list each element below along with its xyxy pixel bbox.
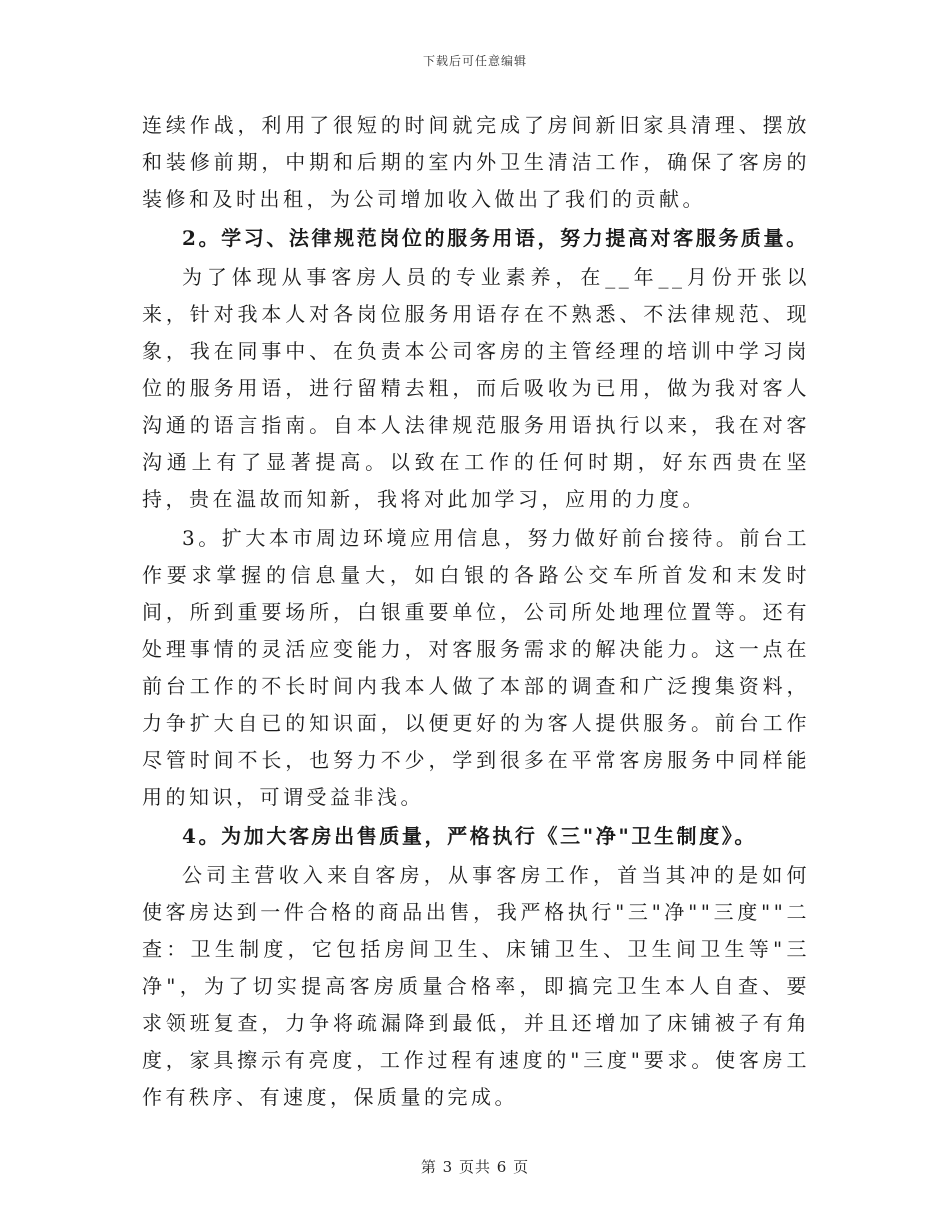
- document-body: [142, 105, 810, 1116]
- page-number-footer: 第 3 页共 6 页: [420, 1158, 530, 1176]
- section-heading-2: 2。学习、法律规范岗位的服务用语，努力提高对客服务质量。: [182, 226, 809, 250]
- paragraph-front-desk: 3。扩大本市周边环境应用信息，努力做好前台接待。前台工作要求掌握的信息量大，如白银的各路公交车所首发和末发时间，所到重要场所，白银重要单位，公司所处地理位置等。还有处理事情的灵活应变能力，对客服务需求的解决能力。这一点在前台工作的不长时间内我本人做了本部的调查和广泛搜集资料，力争扩大自已的知识面，以便更好的为客人提供服务。前台工作尽管时间不长，也努力不少，学到很多在平常客房服务中同样能用的知识，可谓受益非浅。: [142, 526, 810, 809]
- paragraph-hygiene-system: 公司主营收入来自客房，从事客房工作，首当其冲的是如何使客房达到一件合格的商品出售，我严格执行"三"净""三度""二查：卫生制度，它包括房间卫生、床铺卫生、卫生间卫生等"三净"，为了切实提高客房质量合格率，即搞完卫生本人自查、要求领班复查，力争将疏漏降到最低，并且还增加了床铺被子有角度，家具擦示有亮度，工作过程有速度的"三度"要求。使客房工作有秩序、有速度，保质量的完成。: [142, 863, 810, 1109]
- paragraph-service-language: 为了体现从事客房人员的专业素养，在__年__月份开张以来，针对我本人对各岗位服务用语存在不熟悉、不法律规范、现象，我在同事中、在负责本公司客房的主管经理的培训中学习岗位的服务用语，进行留精去粗，而后吸收为已用，做为我对客人沟通的语言指南。自本人法律规范服务用语执行以来，我在对客沟通上有了显著提高。以致在工作的任何时期，好东西贵在坚持，贵在温故而知新，我将对此加学习，应用的力度。: [142, 265, 810, 511]
- section-heading-4: 4。为加大客房出售质量，严格执行《三"净"卫生制度》。: [182, 824, 757, 848]
- paragraph-continuation: 连续作战，利用了很短的时间就完成了房间新旧家具清理、摆放和装修前期，中期和后期的室内外卫生清洁工作，确保了客房的装修和及时出租，为公司增加收入做出了我们的贡献。: [142, 113, 810, 211]
- header-note: 下载后可任意编辑: [422, 54, 527, 68]
